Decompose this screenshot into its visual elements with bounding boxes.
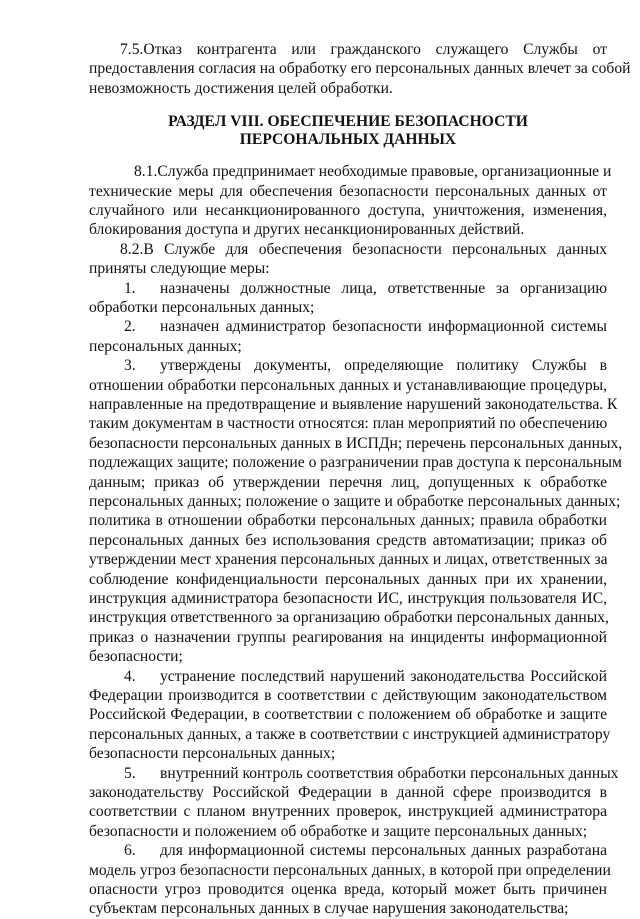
list-item-line: безопасности и положением об обработке и защите персональных данных; (89, 822, 588, 840)
list-item-line: данным; приказ об утверждении перечня лиц, допущенных к обработке (89, 473, 607, 491)
paragraph-8-2-line: 8.2.В Службе для обеспечения безопасности персональных данных (120, 240, 607, 258)
paragraph-7-5-line: невозможность достижения целей обработки. (89, 79, 393, 97)
list-item-line: устранение последствий нарушений законодательства Российской (160, 667, 607, 685)
list-item-line: безопасности персональных данных в ИСПДн; перечень персональных данных, (89, 434, 623, 452)
list-item-line: персональных данных, а также в соответствии с инструкцией администратору (89, 725, 611, 743)
list-item-line: приказ о назначении группы реагирования на инциденты информационной (89, 628, 607, 646)
list-item-line: модель угроз безопасности персональных данных, в которой при определении (89, 861, 611, 879)
list-item-number: 2. (124, 318, 136, 336)
paragraph-8-1-line: случайного или несанкционированного доступа, уничтожения, изменения, (89, 202, 607, 219)
list-item-line: для информационной системы персональных данных разработана (160, 842, 607, 860)
list-item-line: инструкция администратора безопасности ИС, инструкция пользователя ИС, (89, 590, 607, 607)
section-heading-line-1: РАЗДЕЛ VIII. ОБЕСПЕЧЕНИЕ БЕЗОПАСНОСТИ (168, 113, 528, 131)
list-item-number: 6. (124, 842, 136, 860)
list-item-line: опасности угроз проводится оценка вреда, который может быть причинен (89, 881, 607, 898)
list-item-line: инструкция ответственного за организацию обработки персональных данных, (89, 609, 609, 627)
list-item-line: политика в отношении обработки персональных данных; правила обработки (89, 512, 607, 530)
list-item-line: отношении обработки персональных данных и устанавливающие процедуры, (89, 376, 607, 394)
list-item-number: 4. (124, 667, 136, 685)
list-item-line: персональных данных; положение о защите и обработке персональных данных; (89, 493, 621, 510)
paragraph-8-1-line: блокирования доступа и других несанкционированных действий. (89, 221, 525, 239)
list-item-line: подлежащих защите; положение о разграничении прав доступа к персональным (89, 454, 622, 472)
list-item-number: 3. (124, 357, 136, 375)
list-item-number: 5. (124, 764, 136, 782)
list-item-number: 1. (124, 279, 136, 297)
paragraph-7-5-line: предоставления согласия на обработку его персональных данных влечет за собой (89, 60, 631, 78)
paragraph-7-5-line: 7.5.Отказ контрагента или гражданского служащего Службы от (120, 41, 607, 58)
list-item-line: персональных данных; (89, 337, 242, 355)
list-item-line: законодательству Российской Федерации в данной сфере производится в (89, 784, 607, 801)
list-item-line: утверждены документы, определяющие политику Службы в (160, 357, 607, 375)
list-item-line: внутренний контроль соответствия обработки персональных данных (160, 764, 619, 782)
list-item-line: утверждении мест хранения персональных данных и лицах, ответственных за (89, 551, 608, 569)
list-item-line: направленные на предотвращение и выявление нарушений законодательства. К (89, 396, 618, 413)
paragraph-8-1-line: 8.1.Служба предпринимает необходимые правовые, организационные и (134, 163, 612, 181)
list-item-line: безопасности персональных данных; (89, 745, 336, 763)
list-item-line: Федерации производится в соответствии с действующим законодательством (89, 687, 607, 704)
list-item-line: безопасности; (89, 648, 183, 666)
paragraph-8-2-line: приняты следующие меры: (89, 260, 270, 278)
list-item-line: персональных данных без использования средств автоматизации; приказ об (89, 531, 607, 549)
section-heading-line-2: ПЕРСОНАЛЬНЫХ ДАННЫХ (239, 131, 457, 149)
list-item-line: обработки персональных данных; (89, 299, 315, 316)
list-item-line: назначены должностные лица, ответственные за организацию (160, 279, 607, 297)
list-item-line: Российской Федерации, в соответствии с положением об обработке и защите (89, 706, 607, 724)
list-item-line: соответствии с планом внутренних проверок, инструкцией администратора (89, 803, 607, 821)
list-item-line: субъектам персональных данных в случае нарушения законодательства; (89, 900, 569, 918)
list-item-line: назначен администратор безопасности информационной системы (160, 318, 607, 336)
paragraph-8-1-line: технические меры для обеспечения безопасности персональных данных от (89, 182, 607, 200)
list-item-line: соблюдение конфиденциальности персональных данных при их хранении, (89, 570, 607, 588)
list-item-line: таким документам в частности относятся: план мероприятий по обеспечению (89, 415, 608, 433)
